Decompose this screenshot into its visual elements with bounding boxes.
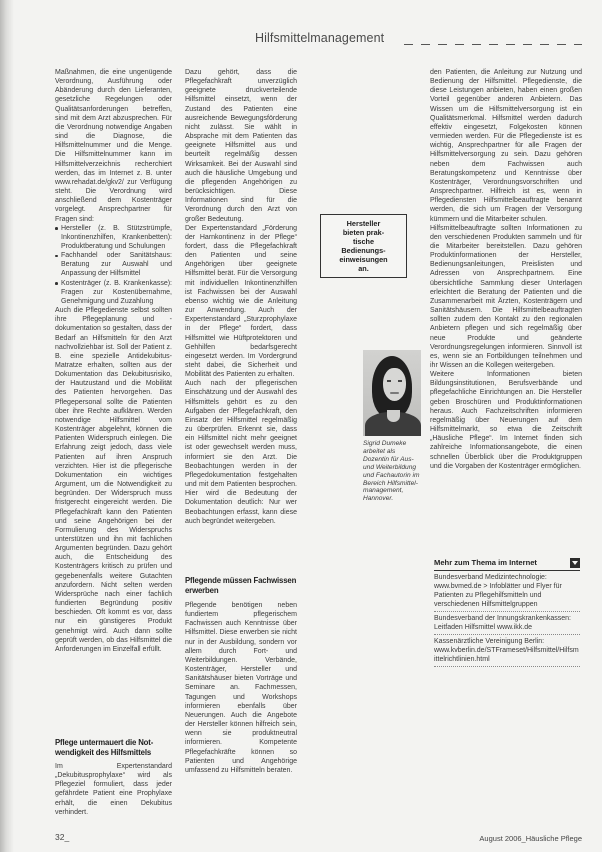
paragraph: Weitere Informationen bieten Bildungsinstitutionen, Berufsverbände und pflegefachliche Einrichtungen an. Die Hersteller geben Broschüren und Produktinformationen heraus. Auch Fachzeitschriften informieren regelmäßig über Neuerungen auf dem Hilfsmittelmarkt, so etwa die Zeitschrift „Häusliche Pflege“. Im Internet finden sich zahlreiche Informationsangebote, die einen schnellen Überblick über die Produktgruppen und die Vorgaben der Kostenträger ermöglichen. [430,371,582,470]
photo-collar [387,410,400,422]
scan-edge-shadow [0,0,14,852]
paragraph: den Patienten, die Anleitung zur Nutzung und Bedienung der Hilfsmittel. Pflegedienste, die diese Leistungen anbieten, haben einen großen Vorteil gegenüber anderen Anbietern. Das Wissen um die Hilfsmittelversorgung ist ein Qualitätsmerkmal. Hilfsmittel werden dadurch effektiv eingesetzt, Folgekosten können vermieden werden. Für die Pflegedienste ist es wichtig, Ansprechpartner für alle Fragen der Hilfsmittelversorgung zu sein. Dazu gehören neben dem Fachwissen auch Beratungskompetenz und Kenntnisse über Kostenträger, Verordnungsvorschriften und Ansprechpartner. Hilfreich ist es, wenn in Pflegediensten Hilfsmittelbeauftragte benannt werden, die sich um Fragen der Versorgung kümmern und die Mitarbeiter schulen. [430,69,582,223]
bullet-item [55,251,172,278]
author-bio: arbeitet als Dozentin für Aus- und Weiterbildung und Fachautorin im Bereich Hilfsmittelmanagement, Hannover. [363,447,420,503]
bullet-text: Fachhandel oder Sanitätshaus: Beratung zur Auswahl und Anpassung der Hilfsmittel [61,252,172,278]
bullet-item [55,224,172,251]
internet-link-list [434,571,580,667]
internet-links-box [434,558,580,667]
page-number: 32_ [55,832,70,842]
photo-face [383,368,406,401]
photo-eyes [387,380,402,382]
paragraph: Auch die Pflegedienste selbst sollten ihre Pflegeplanung und -dokumentation so gestalten, dass der Bedarf an Hilfsmitteln für den Arzt nachvollziehbar ist. Soll der Patient z. B. eine spezielle Antidekubitus-Matratze erhalten, sollten aus der Dokumentation das Dekubitusrisiko, der Hautzustand und die Mobilität des Patienten hervorgehen. Das Pflegepersonal sollte die Patienten über ihre Rechte aufklären. Werden notwendige Hilfsmittel vom Kostenträger abgelehnt, können die Patienten Widerspruch einlegen. Die Erfahrung zeigt jedoch, dass viele Patienten auf ihren Anspruch verzichten. Hier ist die pflegerische Dokumentation ein wichtiges Argument, um die Notwendigkeit zu begründen. Der Widerspruch muss fristgerecht eingereicht werden. Die Pflegefachkraft kann den Patienten und seine Angehörigen bei der Formulierung des Widerspruchs unterstützen und ihn mit fachlichen Argumenten begründen. Dazu gehört auch, die Entscheidung des Kostenträgers kritisch zu prüfen und gegebenenfalls weitere Gutachten anzufordern. Nicht selten werden Widersprüche nach einer fachlich fundierten Begründung positiv beschieden. Oft kommt es vor, dass nur ein günstigeres Produkt genehmigt wird. Auch dann sollte geprüft werden, ob das Hilfsmittel die Anforderungen im Einzelfall erfüllt. [55,307,172,653]
issue-line: August 2006_Häusliche Pflege [479,834,582,843]
subheading: Pflegende müssen Fachwissen erwerben [185,576,297,595]
author-photo [363,350,421,436]
column-1-tail [55,762,172,817]
photo-mouth [390,392,399,394]
bullet-item [55,279,172,306]
section-title: Hilfsmittelmanagement [255,31,385,45]
internet-link-item: Bundesverband Medizintechnologie: www.bvmed.de > Infoblätter und Flyer für Patienten zu Pflegehilfsmitteln und verschiedenen Hilfsmittelgruppen [434,571,580,612]
internet-box-title: Mehr zum Thema im Internet [434,558,537,567]
bullet-text: Kostenträger (z. B. Krankenkasse): Fragen zur Kostenübernahme, Genehmigung und Zuzahlung [61,279,172,305]
bullet-list [55,224,172,306]
subheading: Pflege untermauert die Notwendigkeit des Hilfsmittels [55,738,154,757]
paragraph: Der Expertenstandard „Förderung der Harnkontinenz in der Pflege“ fordert, dass die Pflegefachkraft den Patienten und seine Angehörigen über geeignete Hilfsmittel berät. Für die Versorgung mit individuellen Inkontinenzhilfen ist Fachwissen bei der Auswahl ebenso wichtig wie die Anleitung zur Anwendung. Auch der Expertenstandard „Sturzprophylaxe in der Pflege“ fordert, dass Hilfsmittel wie Hüftprotektoren und Gehhilfen bedarfsgerecht eingesetzt werden. Im Vordergrund steht dabei, die Sicherheit und Mobilität des Patienten zu erhalten. [185,224,297,379]
paragraph: Hilfsmittelbeauftragte sollten Informationen zu den verschiedenen Produkten sammeln und für die Mitarbeiter bereitstellen. Dazu gehören Produktinformationen der Hersteller, Bedienungsanleitungen, Preislisten und Adressen von Ansprechpartnern. Eine übersichtliche Sammlung dieser Unterlagen erleichtert die Beratung der Patienten und die Zusammenarbeit mit Ärzten, Kostenträgern und Sanitätshäusern. Die Hilfsmittelbeauftragten sollten zudem den Kontakt zu den regionalen Anbietern pflegen und sich regelmäßig über neue Produkte und geänderte Verordnungsregelungen informieren. Sinnvoll ist es, wenn sie an Fortbildungen teilnehmen und ihr Wissen an die Kollegen weitergeben. [430,224,582,369]
column-4-body [430,68,582,550]
bullet-icon [55,227,58,230]
paragraph: Dazu gehört, dass die Pflegefachkraft unverzüglich geeignete druckverteilende Hilfsmittel einsetzt, wenn der Zustand des Patienten eine ausreichende Bewegungsförderung nicht zulässt. Sie wählt in Absprache mit dem Patienten das geeignete Hilfsmittel aus und beurteilt regelmäßig dessen Wirksamkeit. Bei der Auswahl sind auch die häusliche Umgebung und die pflegenden Angehörigen zu berücksichtigen. Diese Informationen sind für die Verordnung durch den Arzt von großer Bedeutung. [185,69,297,223]
paragraph: Im Expertenstandard „Dekubitusprophylaxe“ wird als Pflegeziel formuliert, dass jeder gefährdete Patient eine Prophylaxe erhält, die einen Dekubitus verhindert. [55,763,172,816]
paragraph: Pflegende benötigen neben fundiertem pflegerischem Fachwissen auch Kenntnisse über Hilfsmittel. Diese erwerben sie nicht nur in der Ausbildung, sondern vor allem durch Fort- und Weiterbildungen. Verbände, Kostenträger, Hersteller und Sanitätshäuser bieten Vorträge und Seminare an. Fachmessen, Tagungen und Workshops informieren ebenfalls über Neuerungen. Auch die Angebote der Hersteller können hilfreich sein, wenn sie produktneutral informieren. Kompetente Pflegefachkräfte können so Patienten und Angehörige umfassend zu Hilfsmitteln beraten. [185,602,297,774]
paragraph: Maßnahmen, die eine ungenügende Verordnung, Ausführung oder Abänderung durch den Lieferanten, gesetzliche Regelungen oder Qualitätsanforderungen betreffen, sind mit dem Arzt abzusprechen. Für die Verordnung notwendige Angaben sind die Diagnose, die Hilfsmittelnummer und die Menge. Die Hilfsmittelnummer kann im Hilfsmittelverzeichnis recherchiert werden, das im Internet z. B. unter www.rehadat.de/gkv2/ zur Verfügung steht. Die Verordnung wird anschließend dem Kostenträger vorgelegt. Ansprechpartner für Fragen sind: [55,69,172,223]
arrow-down-icon [570,558,580,568]
internet-link-item: Bundesverband der Innungskrankenkassen: Leitfaden Hilfsmittel www.ikk.de [434,612,580,635]
bullet-text: Hersteller (z. B. Stützstrümpfe, Inkontinenzhilfen, Krankenbetten): Produktberatung und Schulungen [61,224,172,250]
paragraph: Auch nach der pflegerischen Einschätzung und der Auswahl des Hilfsmittels gehört es zu den Aufgaben der Pflegefachkraft, den Einsatz der Hilfsmittel regelmäßig zu überprüfen. Erkennt sie, dass ein Hilfsmittel nicht mehr geeignet ist oder gewechselt werden muss, informiert sie den Arzt. Die Beobachtungen werden in der Pflegedokumentation festgehalten und mit dem Patienten besprochen. Hier wird die Bedeutung der Dokumentation deutlich: Nur wer Beobachtungen erfasst, kann diese auch begründet weitergeben. [185,380,297,525]
internet-box-header [434,558,580,571]
author-caption [363,440,423,504]
bullet-icon [55,282,58,285]
internet-link-item: Kassenärztliche Vereinigung Berlin: www.kvberlin.de/STFrameset/Hilfsmittel/Hilfsmittelrichtlinien.html [434,635,580,667]
header-dash-rule [404,44,582,45]
column-2-body [185,68,297,573]
column-2-tail [185,601,297,813]
column-1-body [55,68,172,736]
bullet-icon [55,255,58,258]
pull-quote: Hersteller bieten praktische Bedienungseinweisungen an. [320,214,407,278]
author-name: Sigrid Dumeke [363,440,407,447]
